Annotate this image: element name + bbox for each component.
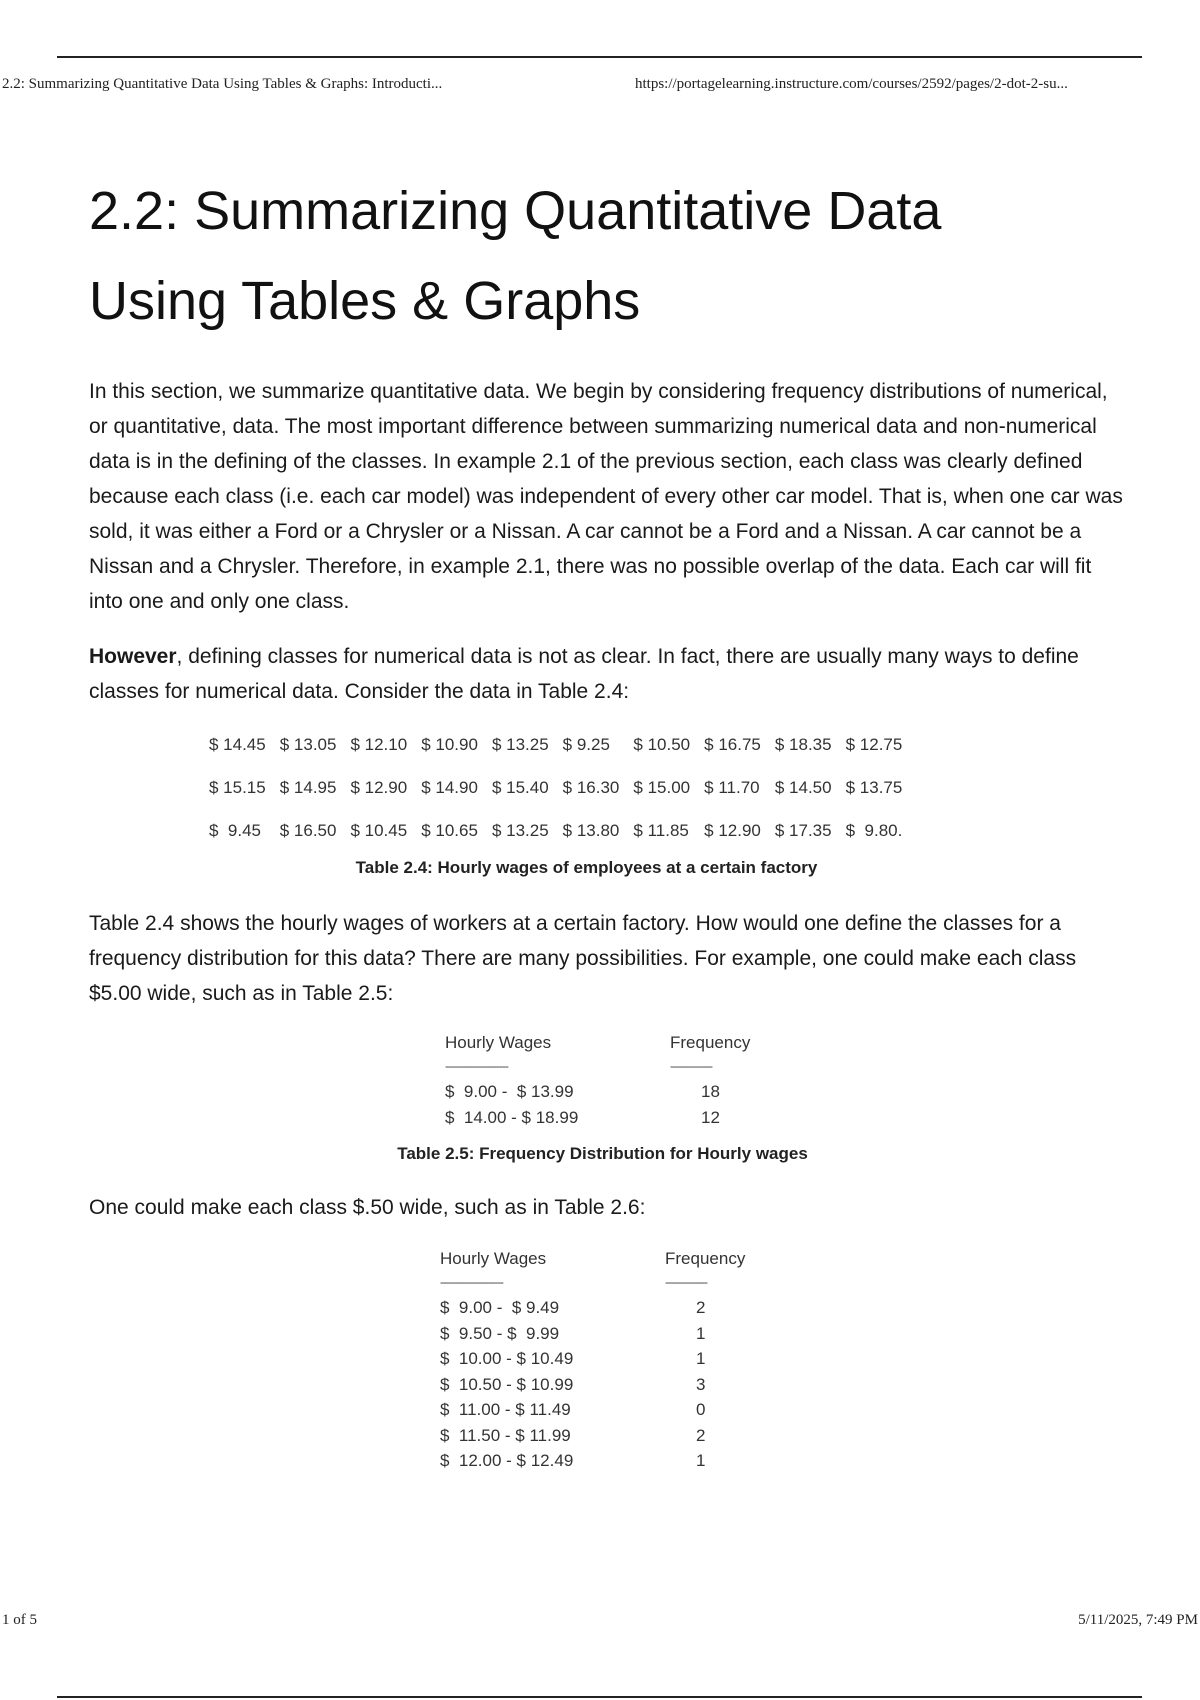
however-paragraph xyxy=(89,639,1124,709)
table-2-6-dash-wages: --------------------- xyxy=(440,1275,503,1289)
wage-cell: $ 15.15 xyxy=(209,777,266,797)
table-row xyxy=(209,809,916,852)
frequency-value: 18 xyxy=(701,1082,720,1101)
wage-cell: $ 10.45 xyxy=(350,820,408,840)
table-2-5-dash-wages: --------------------- xyxy=(445,1059,508,1073)
wage-cell: $ 9.45 xyxy=(209,820,261,840)
table-row xyxy=(440,1372,1124,1398)
print-page-title: 2.2: Summarizing Quantitative Data Using Tables & Graphs: Introducti... xyxy=(2,76,443,92)
wage-cell: $ 10.50 xyxy=(633,734,691,754)
wage-cell: $ 14.50 xyxy=(774,777,832,797)
wage-cell: $ 12.90 xyxy=(350,777,408,797)
wage-cell: $ 16.75 xyxy=(704,734,761,754)
table-2-5-header-frequency: Frequency xyxy=(670,1033,751,1052)
frequency-value: 0 xyxy=(696,1400,706,1419)
page-title-line1: 2.2: Summarizing Quantitative Data xyxy=(89,181,942,241)
wage-cell: $ 17.35 xyxy=(774,820,832,840)
wage-cell: $ 9.25 xyxy=(562,734,610,754)
table-2-6-header-wages: Hourly Wages xyxy=(440,1249,547,1268)
wage-cell: $ 11.85 xyxy=(633,820,689,840)
wage-cell: $ 14.90 xyxy=(421,777,478,797)
wage-range: $ 11.50 - $ 11.99 xyxy=(440,1425,571,1445)
however-bold: However xyxy=(89,645,177,668)
table-row xyxy=(209,723,916,766)
wage-cell: $ 10.65 xyxy=(421,820,478,840)
table-row xyxy=(445,1079,1124,1105)
wage-range: $ 9.00 - $ 9.49 xyxy=(440,1298,560,1317)
frequency-value: 1 xyxy=(696,1349,706,1368)
print-url: https://portagelearning.instructure.com/courses/2592/pages/2-dot-2-su... xyxy=(635,76,1068,92)
table-2-6 xyxy=(440,1249,1124,1474)
wage-range: $ 14.00 - $ 18.99 xyxy=(445,1107,579,1127)
wage-cell: $ 15.00 xyxy=(633,777,691,797)
however-rest: , defining classes for numerical data is not as clear. In fact, there are usually many ways to define classes for numerical data. Consider the data in Table 2.4: xyxy=(89,645,1079,703)
wage-cell: $ 14.95 xyxy=(279,777,337,797)
wage-cell: $ 15.40 xyxy=(491,777,549,797)
page-title xyxy=(89,166,1124,346)
print-page-indicator: 1 of 5 xyxy=(2,1612,37,1628)
table-row xyxy=(440,1295,1124,1321)
table-row xyxy=(445,1105,1124,1131)
wage-cell: $ 11.70 xyxy=(704,777,760,797)
wage-range: $ 9.00 - $ 13.99 xyxy=(445,1082,574,1101)
table-2-4-explanation: Table 2.4 shows the hourly wages of workers at a certain factory. How would one define the classes for a frequency distribution for this data? There are many possibilities. For example, one could make each class $5.00 wide, such as in Table 2.5: xyxy=(89,912,1077,1005)
frequency-value: 12 xyxy=(701,1107,720,1127)
wage-cell: $ 10.90 xyxy=(421,734,478,754)
table-2-4 xyxy=(209,723,916,852)
wage-cell: $ 18.35 xyxy=(774,734,832,754)
table-row xyxy=(440,1448,1124,1474)
wage-cell: $ 16.50 xyxy=(279,820,337,840)
wage-cell: $ 13.25 xyxy=(491,734,549,754)
wage-cell: $ 16.30 xyxy=(562,777,620,797)
wage-cell: $ 12.75 xyxy=(845,734,903,754)
wage-range: $ 9.50 - $ 9.99 xyxy=(440,1323,560,1343)
frequency-value: 2 xyxy=(696,1425,706,1445)
table-2-5-dash-frequency: -------------- xyxy=(670,1059,712,1073)
frequency-value: 3 xyxy=(696,1374,706,1394)
table-row xyxy=(440,1397,1124,1423)
article-content xyxy=(89,166,1124,1474)
table-row xyxy=(440,1346,1124,1372)
table-2-5-header-wages: Hourly Wages xyxy=(445,1033,552,1052)
frequency-value: 1 xyxy=(696,1451,706,1470)
wage-cell: $ 13.75 xyxy=(845,777,903,797)
wage-range: $ 10.50 - $ 10.99 xyxy=(440,1374,574,1394)
table-row xyxy=(440,1321,1124,1347)
intro-paragraph: In this section, we summarize quantitative data. We begin by considering frequency distributions of numerical, or quantitative, data. The most important difference between summarizing numerical data and non-numerical data is in the defining of the classes. In example 2.1 of the previous section, each class was clearly defined because each class (i.e. each car model) was independent of every other car model. That is, when one car was sold, it was either a Ford or a Chrysler or a Nissan. A car cannot be a Ford and a Nissan. A car cannot be a Nissan and a Chrysler. Therefore, in example 2.1, there was no possible overlap of the data. Each car will fit into one and only one class. xyxy=(89,380,1123,613)
table-2-6-header-frequency: Frequency xyxy=(665,1249,746,1268)
table-2-5 xyxy=(445,1033,1124,1130)
wage-range: $ 11.00 - $ 11.49 xyxy=(440,1400,571,1419)
top-rule xyxy=(57,56,1142,58)
wage-cell: $ 9.80. xyxy=(845,820,903,840)
wage-cell: $ 14.45 xyxy=(209,734,266,754)
wage-cell: $ 12.90 xyxy=(704,820,761,840)
table-2-5-caption: Table 2.5: Frequency Distribution for Hourly wages xyxy=(397,1144,808,1163)
table-2-4-caption: Table 2.4: Hourly wages of employees at a certain factory xyxy=(355,858,818,877)
wage-cell: $ 13.25 xyxy=(491,820,549,840)
wage-cell: $ 13.05 xyxy=(279,734,337,754)
table-row xyxy=(440,1423,1124,1449)
page-title-line2: Using Tables & Graphs xyxy=(89,271,641,331)
table-2-6-dash-frequency: -------------- xyxy=(665,1275,707,1289)
wage-range: $ 12.00 - $ 12.49 xyxy=(440,1451,574,1470)
frequency-value: 2 xyxy=(696,1298,706,1317)
print-datetime: 5/11/2025, 7:49 PM xyxy=(1078,1612,1198,1628)
wage-range: $ 10.00 - $ 10.49 xyxy=(440,1349,574,1368)
bottom-rule xyxy=(57,1696,1142,1698)
table-2-6-intro: One could make each class $.50 wide, such as in Table 2.6: xyxy=(89,1196,646,1219)
table-row xyxy=(209,766,916,809)
wage-cell: $ 13.80 xyxy=(562,820,620,840)
wage-cell: $ 12.10 xyxy=(350,734,408,754)
frequency-value: 1 xyxy=(696,1323,706,1343)
